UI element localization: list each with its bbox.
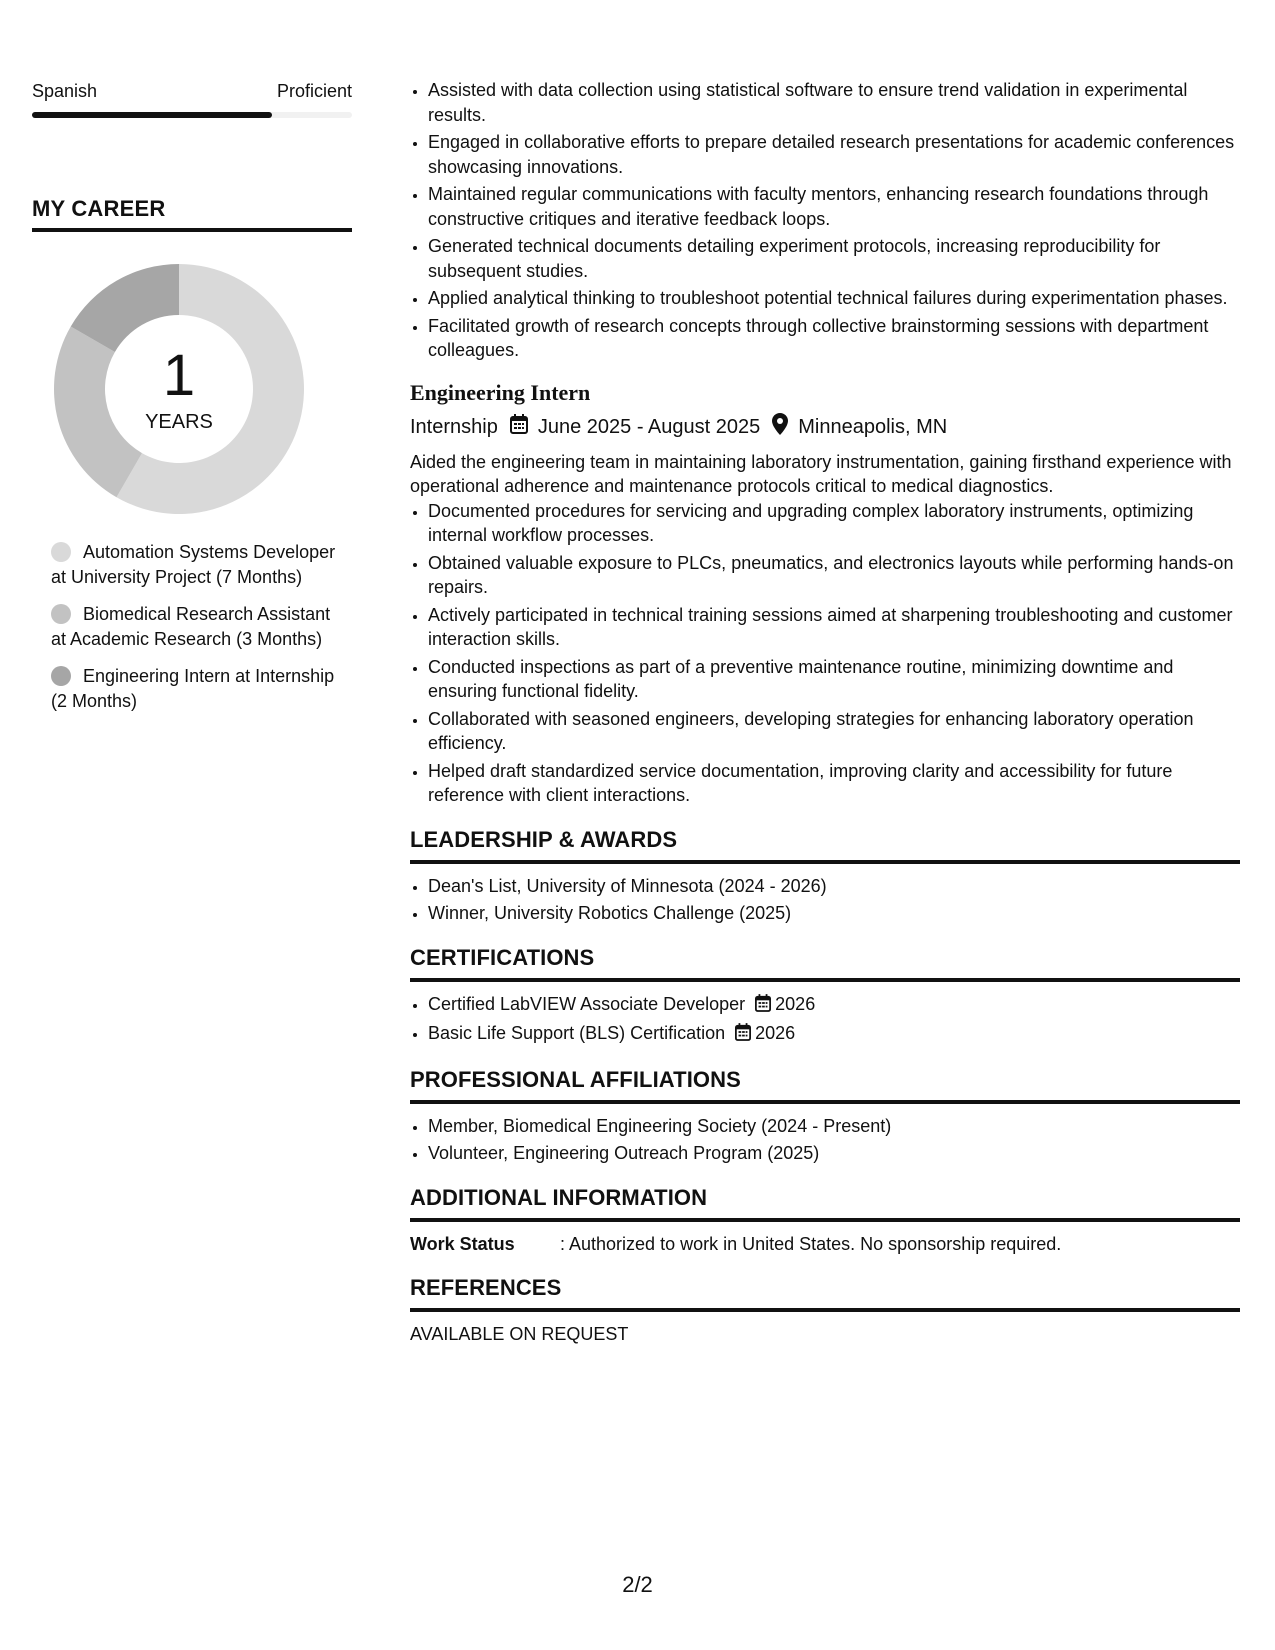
list-item: • Engaged in collaborative efforts to prepare detailed research presentations for academic conferences showcasing innovations.: [428, 130, 1240, 179]
list-item: [428, 992, 1240, 1019]
legend-item: [51, 540, 341, 589]
language-proficiency-fill: [32, 112, 272, 118]
certifications-section: [410, 944, 1240, 1048]
work-status-label: Work Status: [410, 1233, 515, 1254]
page-number: 2/2: [622, 1572, 653, 1597]
list-item: • Applied analytical thinking to troubleshoot potential technical failures during experimentation phases.: [428, 286, 1240, 311]
calendar-icon: [510, 414, 528, 441]
legend-item: [51, 602, 341, 651]
job-dates: June 2025 - August 2025: [537, 416, 761, 438]
list-item: • Generated technical documents detailing experiment protocols, increasing reproducibility for subsequent studies.: [428, 234, 1240, 283]
section-rule: [410, 1308, 1240, 1312]
section-title: REFERENCES: [410, 1274, 562, 1300]
list-item: • Documented procedures for servicing and upgrading complex laboratory instruments, optimizing internal workflow processes.: [428, 499, 1240, 548]
affiliations-list: [410, 1114, 1240, 1166]
legend-label: Biomedical Research Assistant at Academic Research (3 Months): [51, 604, 331, 649]
section-rule: [410, 1100, 1240, 1104]
list-item: • Obtained valuable exposure to PLCs, pneumatics, and electronics layouts while performing hands-on repairs.: [428, 551, 1240, 600]
job-meta: [410, 413, 1240, 442]
legend-label: Automation Systems Developer at University Project (7 Months): [51, 542, 336, 587]
legend-dot: [51, 604, 71, 624]
section-rule: [410, 978, 1240, 982]
job-summary: Aided the engineering team in maintaining laboratory instrumentation, gaining firsthand experience with operational adherence and maintenance protocols critical to medical diagnostics.: [410, 451, 1232, 496]
sidebar: [32, 80, 352, 726]
list-item: • Maintained regular communications with faculty mentors, enhancing research foundations through constructive critiques and iterative feedback loops.: [428, 182, 1240, 231]
job-location: Minneapolis, MN: [798, 416, 948, 438]
legend-dot: [51, 542, 71, 562]
language-row: [32, 80, 352, 102]
job-title: Engineering Intern: [410, 379, 591, 405]
legend-dot: [51, 666, 71, 686]
previous-job-bullets: [410, 78, 1240, 363]
section-title: ADDITIONAL INFORMATION: [410, 1184, 708, 1210]
section-title: LEADERSHIP & AWARDS: [410, 826, 678, 852]
certification-year: 2026: [755, 1023, 796, 1043]
section-title: CERTIFICATIONS: [410, 944, 595, 970]
career-total-unit: YEARS: [145, 411, 213, 433]
list-item: [428, 1021, 1240, 1048]
references-text: AVAILABLE ON REQUEST: [410, 1323, 629, 1344]
certifications-list: [410, 992, 1240, 1048]
career-donut-chart: [54, 264, 304, 514]
list-item: • Dean's List, University of Minnesota (2024 - 2026): [428, 874, 1240, 899]
job-company: Internship: [410, 416, 498, 438]
certification-name: Certified LabVIEW Associate Developer: [428, 993, 746, 1014]
list-item: • Facilitated growth of research concepts through collective brainstorming sessions with department colleagues.: [428, 314, 1240, 363]
career-total-years: 1: [162, 343, 196, 408]
list-item: • Assisted with data collection using statistical software to ensure trend validation in experimental results.: [428, 78, 1240, 127]
list-item: • Member, Biomedical Engineering Society (2024 - Present): [428, 1114, 1240, 1139]
list-item: • Helped draft standardized service documentation, improving clarity and accessibility for future reference with client interactions.: [428, 759, 1240, 808]
list-item: • Winner, University Robotics Challenge (2025): [428, 901, 1240, 926]
legend-item: [51, 664, 341, 713]
list-item: • Collaborated with seasoned engineers, developing strategies for enhancing laboratory operation efficiency.: [428, 707, 1240, 756]
leadership-section: [410, 826, 1240, 926]
legend-label: Engineering Intern at Internship (2 Months): [51, 666, 335, 711]
affiliations-section: [410, 1066, 1240, 1166]
language-level: Proficient: [276, 81, 352, 101]
leadership-list: [410, 874, 1240, 926]
work-status-row: [410, 1232, 1240, 1256]
work-status-value: : Authorized to work in United States. No sponsorship required.: [560, 1233, 1062, 1254]
section-title: PROFESSIONAL AFFILIATIONS: [410, 1066, 741, 1092]
list-item: • Volunteer, Engineering Outreach Program (2025): [428, 1141, 1240, 1166]
certification-name: Basic Life Support (BLS) Certification: [428, 1023, 726, 1043]
calendar-icon: [755, 994, 771, 1019]
certification-year: 2026: [775, 993, 816, 1014]
calendar-icon: [735, 1023, 751, 1048]
additional-info-section: [410, 1184, 1240, 1256]
main-content: [410, 78, 1240, 1346]
section-rule: [410, 860, 1240, 864]
language-proficiency-bar: [32, 112, 352, 118]
career-title-rule: [32, 228, 352, 232]
list-item: • Conducted inspections as part of a preventive maintenance routine, minimizing downtime and ensuring functional fidelity.: [428, 655, 1240, 704]
career-legend: [51, 540, 341, 713]
section-rule: [410, 1218, 1240, 1222]
donut-center: [54, 264, 304, 514]
language-name: Spanish: [32, 81, 98, 101]
career-section-title: MY CAREER: [32, 196, 166, 221]
location-pin-icon: [772, 413, 788, 442]
list-item: • Actively participated in technical training sessions aimed at sharpening troubleshooting and customer interaction skills.: [428, 603, 1240, 652]
references-section: [410, 1274, 1240, 1346]
job-bullets: [410, 499, 1240, 808]
